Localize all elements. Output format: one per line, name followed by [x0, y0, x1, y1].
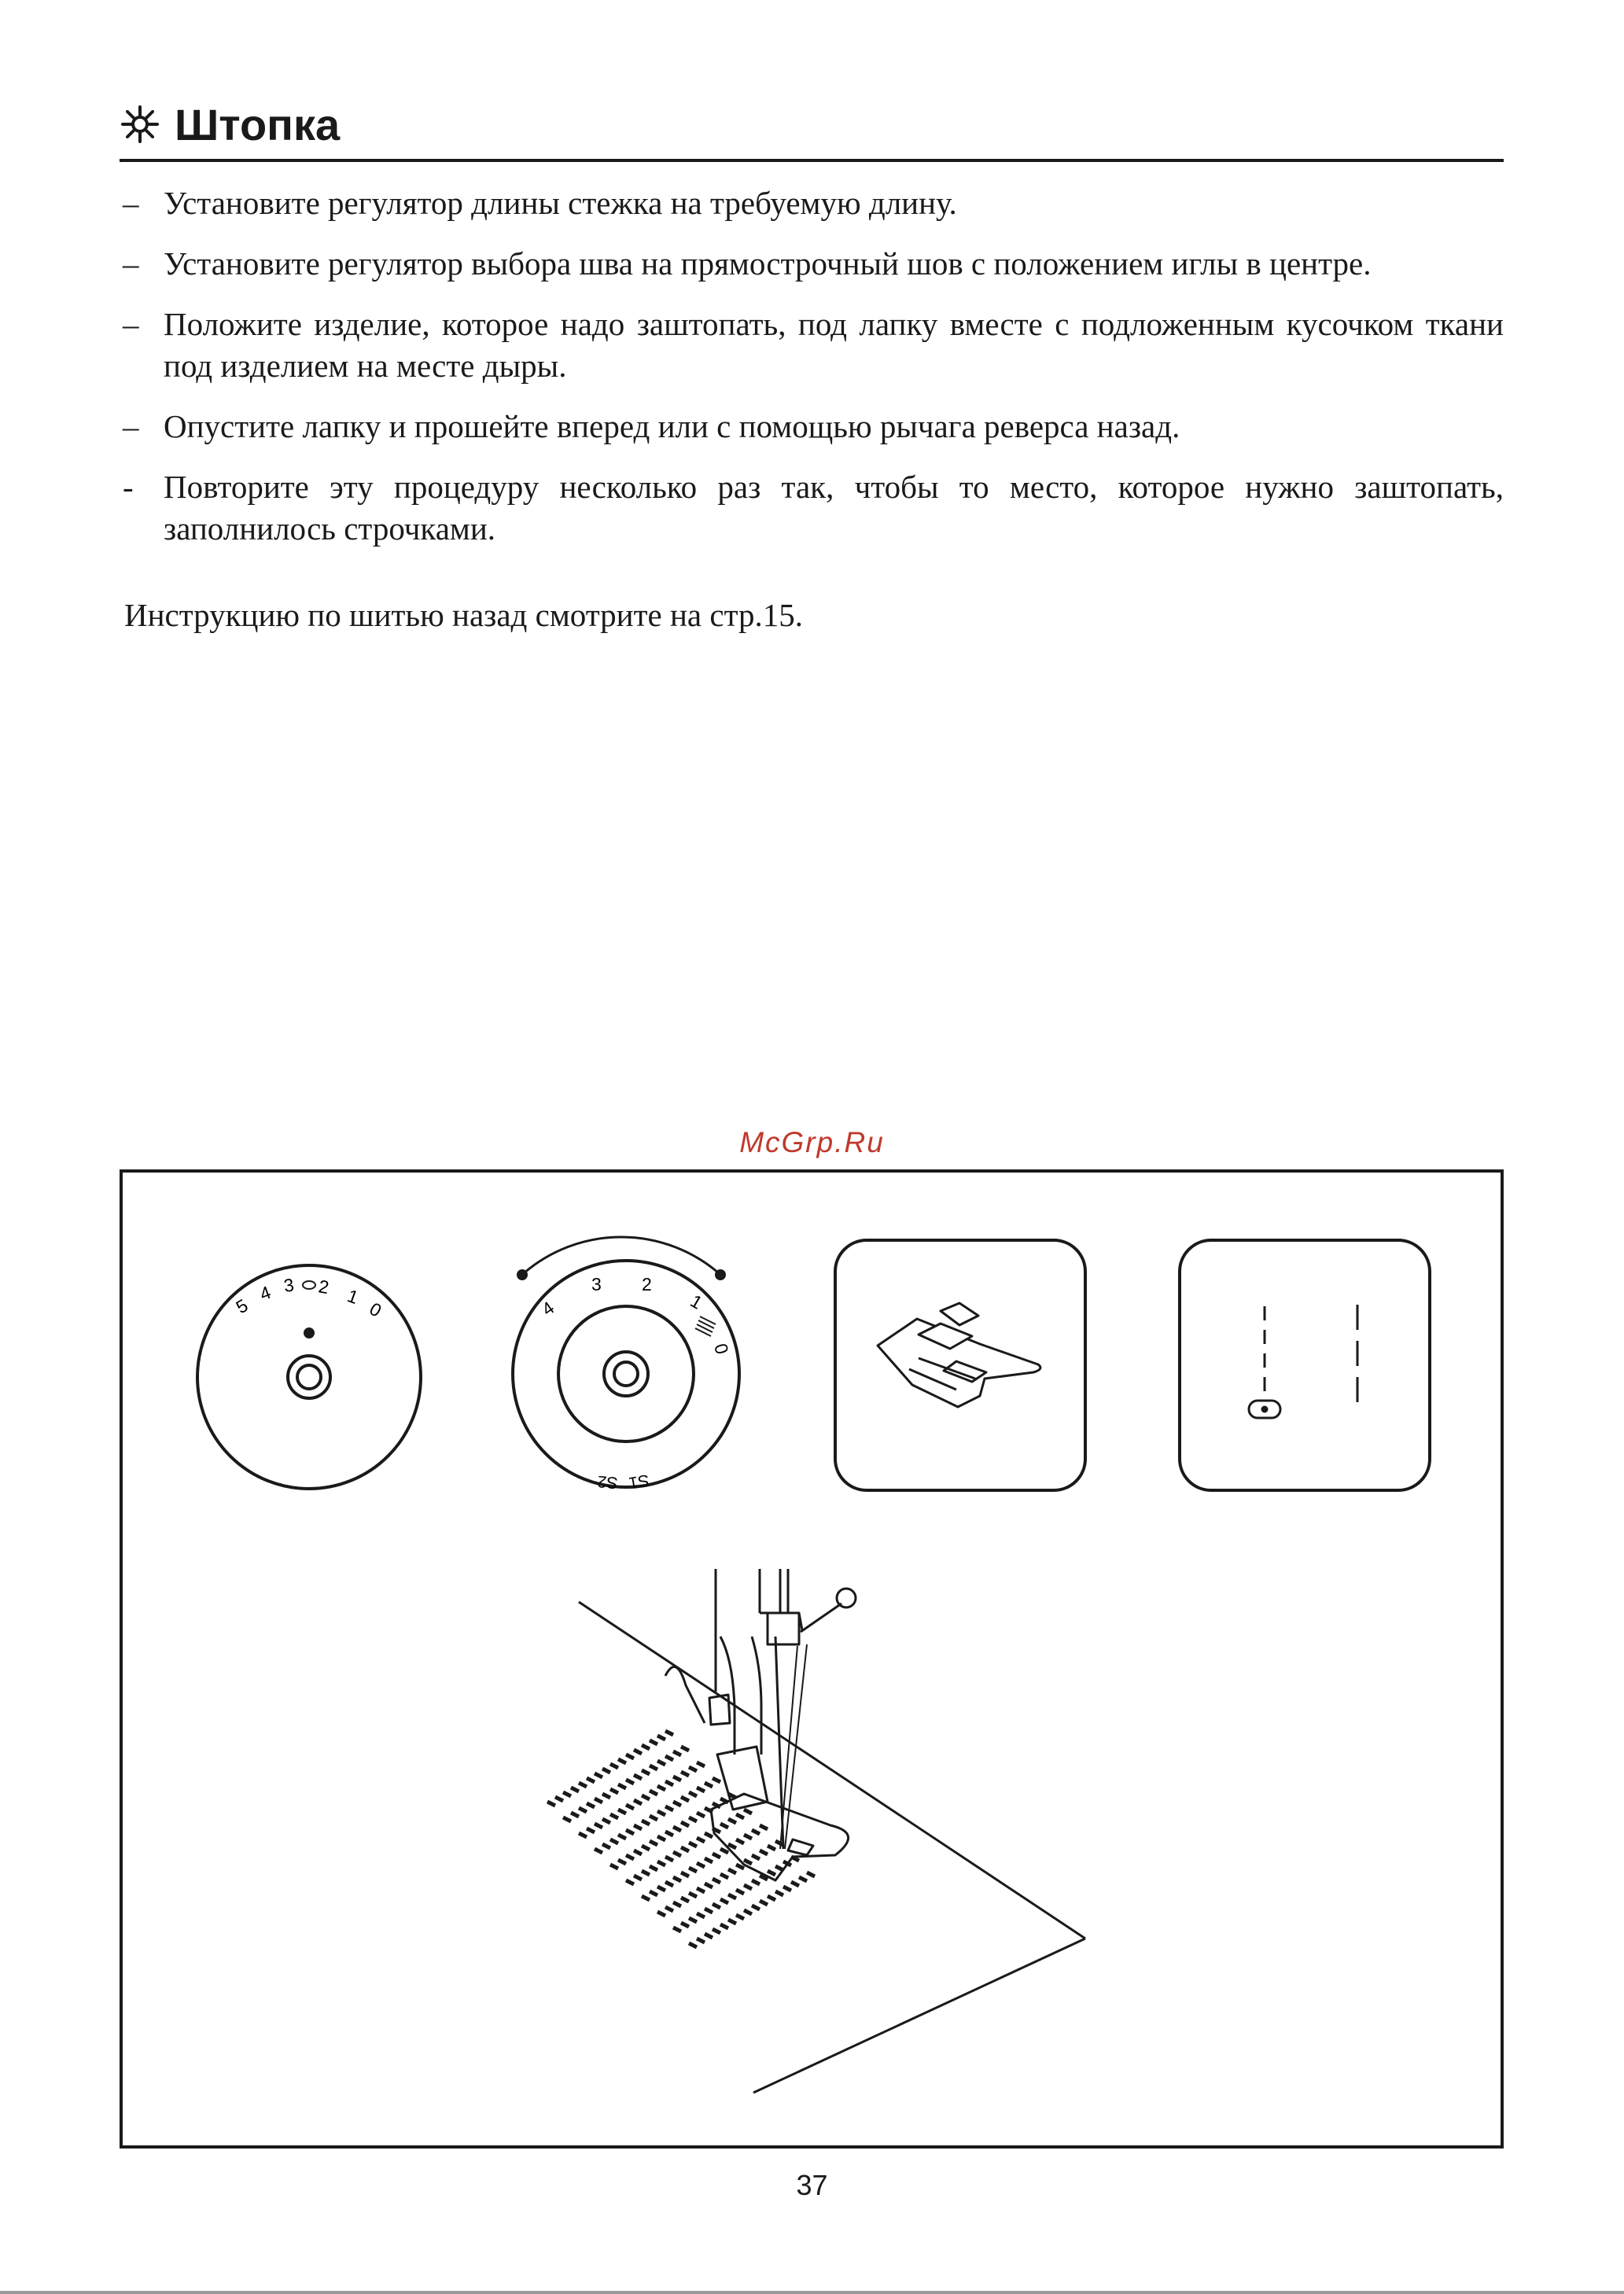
dial-indicator-dot — [517, 1269, 528, 1280]
darning-stitch — [618, 1759, 626, 1763]
darning-stitch — [681, 1847, 689, 1851]
darning-stitch — [697, 1939, 705, 1942]
darning-stitch — [579, 1833, 587, 1837]
darning-stitch — [547, 1802, 555, 1806]
list-bullet: – — [123, 245, 139, 282]
darning-stitch — [713, 1879, 720, 1883]
dial-label: S2 — [596, 1471, 619, 1492]
instruction-step — [120, 406, 1504, 447]
darning-stitch — [728, 1869, 736, 1873]
darning-stitch — [720, 1824, 728, 1828]
darning-stitch — [705, 1858, 713, 1862]
darning-stitch — [760, 1901, 768, 1905]
darning-stitch — [665, 1907, 673, 1911]
darning-stitch — [689, 1868, 697, 1872]
darning-stitch — [673, 1928, 681, 1931]
darning-stitch — [657, 1836, 665, 1840]
darning-stitch — [610, 1764, 618, 1768]
darning-stitch — [555, 1797, 563, 1801]
list-bullet: - — [123, 469, 134, 505]
darning-stitch — [665, 1832, 673, 1836]
dial-label: 1 — [687, 1290, 706, 1313]
stitch-length-dial — [197, 1265, 421, 1489]
darning-stitch — [650, 1791, 657, 1795]
darning-stitch — [752, 1855, 760, 1859]
darning-stitch — [626, 1780, 634, 1784]
darning-stitch — [713, 1929, 720, 1933]
darning-stitch — [768, 1846, 775, 1850]
instruction-text: Повторите эту процедуру несколько раз так, чтобы то место, которое нужно заштопать, заполнилось строчками. — [164, 469, 1504, 547]
darning-stitch — [618, 1860, 626, 1864]
illustration-frame — [120, 1169, 1504, 2149]
darning-stitch — [689, 1792, 697, 1796]
list-bullet: – — [123, 408, 139, 444]
buttonhole-mark-icon — [303, 1281, 315, 1289]
darning-stitch — [697, 1838, 705, 1842]
darning-stitch — [571, 1813, 579, 1817]
darning-stitch — [657, 1811, 665, 1815]
darning-stitch — [705, 1934, 713, 1938]
darning-stitch — [697, 1863, 705, 1867]
darning-stitch — [626, 1805, 634, 1809]
darning-stitch — [579, 1808, 587, 1812]
dial-label: 0 — [366, 1298, 385, 1321]
bottom-rule — [0, 2291, 1624, 2294]
darning-stitch — [720, 1874, 728, 1878]
dial-indicator-dot — [715, 1269, 726, 1280]
dial-label: 4 — [256, 1281, 274, 1305]
darning-stitch — [673, 1777, 681, 1780]
darning-stitch — [595, 1824, 602, 1828]
darning-stitch — [697, 1762, 705, 1766]
dial-label: 4 — [537, 1297, 558, 1320]
darning-stitch — [673, 1877, 681, 1881]
darning-stitch — [752, 1906, 760, 1909]
darning-stitch — [728, 1819, 736, 1823]
darning-stitch — [768, 1896, 775, 1900]
darning-stitch — [697, 1888, 705, 1892]
dial-label: S1 — [627, 1471, 651, 1493]
darning-stitch — [681, 1797, 689, 1801]
darning-stitch — [713, 1854, 720, 1858]
darning-stitch — [618, 1835, 626, 1839]
darning-stitch — [681, 1772, 689, 1776]
watermark: McGrp.Ru — [739, 1126, 885, 1158]
darning-stitch — [760, 1825, 768, 1829]
darning-stitch — [595, 1799, 602, 1802]
darning-stitch — [657, 1786, 665, 1790]
darning-stitch — [689, 1817, 697, 1821]
darning-stitch — [705, 1833, 713, 1837]
darning-stitch — [642, 1745, 650, 1749]
darning-stitch — [728, 1920, 736, 1924]
darning-stitch — [673, 1852, 681, 1856]
darning-stitch — [626, 1755, 634, 1758]
instruction-text: Установите регулятор выбора шва на прямострочный шов с положением иглы в центре. — [164, 245, 1372, 282]
darning-stitch — [744, 1810, 752, 1813]
instruction-step — [120, 466, 1504, 550]
instruction-text: Положите изделие, которое надо заштопать, под лапку вместе с подложенным кусочком ткани под изделием на месте дыры. — [164, 306, 1504, 384]
darning-stitch — [736, 1839, 744, 1843]
darning-stitch — [563, 1792, 571, 1796]
list-bullet: – — [123, 185, 139, 221]
darning-stitch — [657, 1912, 665, 1916]
darning-stitch — [768, 1871, 775, 1875]
darning-stitch — [602, 1819, 610, 1823]
darning-stitch — [657, 1861, 665, 1865]
dial-label: 3 — [591, 1274, 602, 1294]
darning-stitch — [610, 1789, 618, 1793]
darning-stitch — [681, 1923, 689, 1927]
darning-stitch — [697, 1813, 705, 1817]
darning-stitch — [720, 1899, 728, 1903]
page-title: Штопка — [175, 100, 341, 149]
darning-stitch — [634, 1775, 642, 1779]
darning-stitch — [720, 1924, 728, 1928]
darning-stitch — [673, 1751, 681, 1755]
darning-stitch — [705, 1883, 713, 1887]
darning-stitch — [744, 1910, 752, 1914]
darning-stitch — [791, 1882, 799, 1886]
darning-stitch — [650, 1841, 657, 1845]
pattern-selector-dial — [513, 1237, 739, 1492]
darning-stitch — [634, 1800, 642, 1804]
darning-stitch — [579, 1783, 587, 1787]
darning-stitch — [595, 1849, 602, 1853]
list-bullet: – — [123, 306, 139, 342]
darning-stitch — [642, 1871, 650, 1875]
darning-stitch — [665, 1882, 673, 1886]
darning-stitch — [665, 1731, 673, 1735]
darning-stitch — [760, 1850, 768, 1854]
darning-illustration — [547, 1569, 1085, 2093]
darning-stitch — [602, 1844, 610, 1848]
darning-stitch — [595, 1773, 602, 1777]
darning-stitch — [744, 1860, 752, 1864]
darning-stitch — [665, 1857, 673, 1861]
darning-stitch — [673, 1902, 681, 1906]
darning-stitch — [775, 1891, 783, 1895]
darning-stitch — [728, 1894, 736, 1898]
darning-stitch — [673, 1802, 681, 1806]
darning-stitch — [689, 1943, 697, 1947]
darning-stitches — [547, 1731, 815, 1947]
darning-stitch — [650, 1891, 657, 1895]
darning-stitch — [744, 1835, 752, 1839]
instruction-step — [120, 304, 1504, 387]
darning-stitch — [650, 1816, 657, 1820]
darning-stitch — [634, 1850, 642, 1854]
sparkle-icon — [120, 104, 160, 145]
darning-stitch — [736, 1915, 744, 1919]
page-number: 37 — [796, 2169, 828, 2201]
darning-stitch — [642, 1795, 650, 1799]
darning-stitch — [650, 1866, 657, 1870]
darning-stitch — [720, 1849, 728, 1853]
darning-stitch — [650, 1740, 657, 1744]
darning-stitch — [634, 1750, 642, 1754]
darning-stitch — [626, 1830, 634, 1834]
darning-stitch — [602, 1769, 610, 1773]
darning-stitch — [689, 1843, 697, 1847]
darning-stitch — [657, 1736, 665, 1740]
darning-stitch — [650, 1766, 657, 1769]
darning-stitch — [618, 1784, 626, 1788]
darning-stitch — [642, 1770, 650, 1774]
darning-stitch — [689, 1767, 697, 1771]
darning-stitch — [681, 1898, 689, 1902]
dial-label: 1 — [344, 1285, 362, 1309]
darning-stitch — [752, 1830, 760, 1834]
darning-stitch — [657, 1761, 665, 1765]
darning-stitch — [642, 1846, 650, 1850]
darning-stitch — [665, 1806, 673, 1810]
darning-stitch — [752, 1880, 760, 1884]
darning-stitch — [681, 1822, 689, 1826]
darning-stitch — [744, 1885, 752, 1889]
fabric-edge — [753, 1939, 1085, 2093]
darning-stitch — [713, 1904, 720, 1908]
darning-stitch — [681, 1872, 689, 1876]
darning-stitch — [665, 1781, 673, 1785]
presser-foot-icon — [878, 1303, 1040, 1407]
darning-stitch — [681, 1747, 689, 1751]
darning-stitch — [728, 1844, 736, 1848]
stitch-pattern-box — [1180, 1240, 1430, 1490]
darning-stitch — [697, 1788, 705, 1791]
page-heading — [120, 93, 1504, 162]
dial-label: 2 — [642, 1274, 652, 1294]
straight-stitch-icon — [1249, 1305, 1357, 1418]
dial-label: 3 — [282, 1274, 296, 1296]
darning-stitch — [610, 1814, 618, 1818]
dial-label: 2 — [317, 1276, 331, 1298]
darning-stitch — [626, 1855, 634, 1859]
darning-stitch — [634, 1876, 642, 1880]
darning-stitch — [587, 1828, 595, 1832]
stitch-length-scale-icon — [695, 1316, 716, 1336]
darning-stitch — [618, 1810, 626, 1813]
instruction-step — [120, 182, 1504, 224]
reverse-sewing-note: Инструкцию по шитью назад смотрите на стр.15. — [124, 597, 803, 633]
darning-stitch — [705, 1783, 713, 1787]
illustration — [123, 1173, 1501, 2145]
darning-stitch — [657, 1887, 665, 1891]
darning-stitch — [673, 1827, 681, 1831]
darning-stitch — [689, 1893, 697, 1897]
darning-stitch — [602, 1794, 610, 1798]
presser-foot-box — [835, 1240, 1085, 1490]
dial-indicator-dot — [304, 1327, 315, 1338]
dial-label: 0 — [710, 1341, 733, 1357]
darning-stitch — [736, 1890, 744, 1894]
darning-stitch — [736, 1865, 744, 1869]
instruction-text: Установите регулятор длины стежка на требуемую длину. — [164, 185, 957, 221]
darning-stitch — [713, 1778, 720, 1782]
darning-stitch — [705, 1909, 713, 1913]
darning-stitch — [642, 1821, 650, 1825]
darning-stitch — [799, 1877, 807, 1881]
dial-label: 5 — [232, 1294, 252, 1318]
instruction-text: Опустите лапку и прошейте вперед или с помощью рычага реверса назад. — [164, 408, 1180, 444]
darning-stitch — [697, 1913, 705, 1917]
instruction-step — [120, 243, 1504, 285]
darning-stitch — [587, 1778, 595, 1782]
darning-stitch — [563, 1817, 571, 1821]
darning-stitch — [571, 1788, 579, 1791]
darning-stitch — [626, 1880, 634, 1884]
darning-stitch — [587, 1803, 595, 1807]
darning-stitch — [807, 1872, 815, 1876]
darning-stitch — [783, 1887, 791, 1891]
darning-stitch — [665, 1756, 673, 1760]
darning-stitch — [689, 1918, 697, 1922]
instruction-list — [120, 182, 1504, 569]
darning-stitch — [642, 1896, 650, 1900]
darning-stitch — [634, 1825, 642, 1829]
darning-stitch — [736, 1814, 744, 1818]
darning-stitch — [610, 1865, 618, 1869]
darning-stitch — [610, 1839, 618, 1843]
